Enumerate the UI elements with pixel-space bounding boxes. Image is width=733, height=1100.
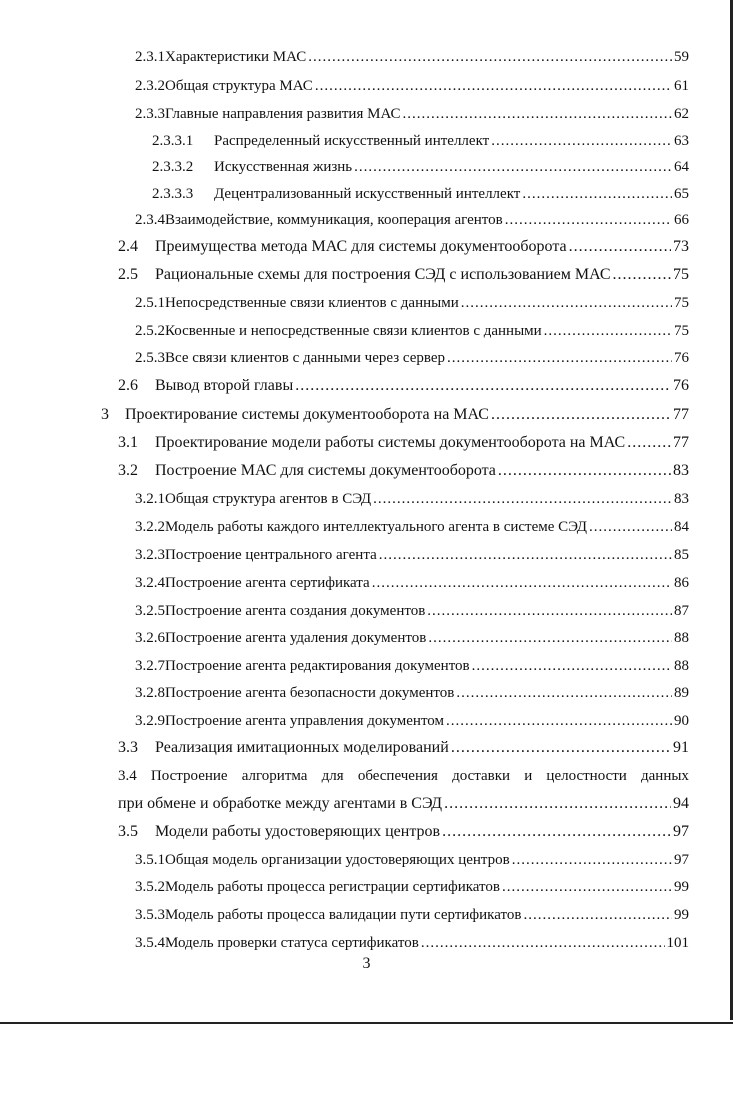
toc-leader-dots	[372, 573, 672, 593]
toc-entry	[135, 210, 689, 230]
toc-entry	[118, 461, 689, 481]
toc-entry-number: 2.3.3.3	[152, 186, 194, 202]
toc-entry	[135, 933, 689, 953]
toc-entry-word: доставки	[452, 768, 511, 784]
toc-entry-word: данных	[641, 768, 689, 784]
toc-entry-number: 3.3	[118, 739, 138, 756]
toc-leader-dots	[428, 628, 672, 648]
toc-entry-number: 3.4	[118, 768, 137, 784]
toc-entry-page: 91	[673, 739, 689, 756]
toc-leader-dots	[456, 683, 672, 703]
toc-entry-page: 99	[674, 907, 689, 923]
toc-leader-dots	[451, 738, 671, 758]
toc-entry-page: 97	[673, 823, 689, 840]
toc-entry-number: 2.3.3.2	[152, 159, 194, 175]
toc-leader-dots	[444, 794, 671, 814]
toc-leader-dots	[491, 131, 672, 151]
toc-entry	[135, 293, 689, 313]
toc-entry	[135, 683, 689, 703]
toc-entry-title: Модели работы удостоверяющих центров	[155, 823, 441, 840]
toc-entry	[135, 573, 689, 593]
toc-entry-title: Общая структура МАС	[165, 78, 313, 94]
toc-leader-dots	[544, 321, 672, 341]
toc-entry-number: 3.2.5	[135, 603, 165, 619]
toc-entry-page: 77	[673, 406, 689, 423]
toc-entry-title: Общая структура агентов в СЭД	[165, 491, 372, 507]
toc-entry-page: 62	[674, 106, 689, 122]
toc-entry-page: 87	[674, 603, 689, 619]
toc-entry-number: 2.4	[118, 238, 138, 255]
toc-entry	[135, 76, 689, 96]
toc-entry-number: 3.5.1	[135, 852, 165, 868]
toc-entry-word: и	[524, 768, 533, 784]
toc-entry-number: 2.3.3	[135, 106, 165, 122]
toc-leader-dots	[315, 76, 672, 96]
toc-entry	[135, 348, 689, 368]
toc-leader-dots	[379, 545, 672, 565]
toc-entry	[101, 405, 689, 425]
toc-entry	[152, 184, 689, 204]
toc-entry-page: 85	[674, 547, 689, 563]
toc-leader-dots	[502, 877, 672, 897]
toc-entry-page: 75	[674, 323, 689, 339]
toc-entry-title: Косвенные и непосредственные связи клиентов с данными	[165, 323, 542, 339]
toc-entry-number: 3.5.4	[135, 935, 165, 951]
toc-entry	[135, 877, 689, 897]
toc-entry-title: Главные направления развития МАС	[165, 106, 401, 122]
toc-entry-page: 86	[674, 575, 689, 591]
toc-entry-title: Непосредственные связи клиентов с данными	[165, 295, 459, 311]
toc-entry-page: 61	[674, 78, 689, 94]
toc-entry-number: 2.3.3.1	[152, 133, 194, 149]
toc-leader-dots	[613, 265, 672, 285]
toc-entry-page: 90	[674, 713, 689, 729]
toc-entry-word: обеспечения	[357, 768, 438, 784]
toc-leader-dots	[627, 433, 671, 453]
toc-entry-title: Модель работы процесса регистрации сертификатов	[165, 879, 500, 895]
toc-leader-dots	[427, 601, 672, 621]
toc-leader-dots	[569, 237, 671, 257]
toc-entry-page: 97	[674, 852, 689, 868]
toc-leader-dots	[447, 348, 672, 368]
toc-entry-number: 3.2	[118, 462, 138, 479]
toc-entry-number: 2.3.1	[135, 49, 165, 65]
toc-entry-number: 2.6	[118, 377, 138, 394]
toc-leader-dots	[308, 47, 672, 67]
toc-entry-title: Модель работы каждого интеллектуального агента в системе СЭД	[165, 519, 588, 535]
toc-entry-title: Характеристики МАС	[165, 49, 307, 65]
toc-entry	[135, 104, 689, 124]
toc-entry-number: 3.2.3	[135, 547, 165, 563]
toc-entry-title: Модель проверки статуса сертификатов	[165, 935, 419, 951]
toc-entry-page: 75	[673, 266, 689, 283]
toc-entry-number: 2.5	[118, 266, 138, 283]
toc-entry-page: 94	[673, 795, 689, 812]
toc-entry-page: 99	[674, 879, 689, 895]
toc-entry-title: Построение агента удаления документов	[165, 630, 427, 646]
toc-leader-dots	[491, 405, 671, 425]
toc-entry-number: 3.2.9	[135, 713, 165, 729]
toc-entry-page: 76	[673, 377, 689, 394]
toc-entry-title: Взаимодействие, коммуникация, кооперация агентов	[165, 212, 503, 228]
toc-entry-title: Распределенный искусственный интеллект	[214, 133, 490, 149]
toc-entry	[135, 489, 689, 509]
toc-entry-number: 2.5.2	[135, 323, 165, 339]
toc-entry-word: для	[321, 768, 344, 784]
toc-entry-page: 65	[674, 186, 689, 202]
toc-leader-dots	[446, 711, 672, 731]
toc-entry-word: алгоритма	[241, 768, 308, 784]
toc-entry-title: Проектирование системы документооборота на МАС	[125, 406, 489, 423]
toc-entry	[135, 321, 689, 341]
toc-entry-page: 66	[674, 212, 689, 228]
toc-leader-dots	[522, 184, 672, 204]
toc-entry	[135, 517, 689, 537]
toc-entry-title: Модель работы процесса валидации пути сертификатов	[165, 907, 522, 923]
toc-entry-3-4-line-2	[118, 794, 689, 814]
toc-entry-number: 3.1	[118, 434, 138, 451]
toc-entry-title: Реализация имитационных моделирований	[155, 739, 449, 756]
toc-entry	[135, 628, 689, 648]
toc-entry-title: Вывод второй главы	[155, 377, 294, 394]
toc-entry-title: Построение центрального агента	[165, 547, 377, 563]
toc-entry-title: при обмене и обработке между агентами в СЭД	[118, 795, 443, 812]
toc-entry	[135, 656, 689, 676]
toc-entry-title: Построение агента управления документом	[165, 713, 445, 729]
toc-entry-title: Построение МАС для системы документооборота	[155, 462, 496, 479]
page-number: 3	[362, 955, 371, 972]
toc-entry	[118, 265, 689, 285]
toc-entry-page: 59	[674, 49, 689, 65]
toc-leader-dots	[354, 157, 672, 177]
toc-entry-word: целостности	[546, 768, 627, 784]
toc-entry-page: 75	[674, 295, 689, 311]
toc-entry	[135, 905, 689, 925]
toc-leader-dots	[523, 905, 672, 925]
toc-entry	[118, 738, 689, 758]
toc-entry-title: Преимущества метода МАС для системы документооборота	[155, 238, 567, 255]
toc-entry-title: Общая модель организации удостоверяющих центров	[165, 852, 510, 868]
toc-entry-page: 76	[674, 350, 689, 366]
toc-entry-page: 101	[666, 935, 689, 951]
toc-entry-number: 3.2.6	[135, 630, 165, 646]
toc-entry-page: 63	[674, 133, 689, 149]
toc-entry	[118, 433, 689, 453]
toc-leader-dots	[461, 293, 672, 313]
toc-entry-number: 2.3.2	[135, 78, 165, 94]
toc-entry-title: Искусственная жизнь	[214, 159, 353, 175]
toc-entry	[152, 131, 689, 151]
toc-leader-dots	[589, 517, 672, 537]
toc-entry-page: 88	[674, 658, 689, 674]
toc-leader-dots	[498, 461, 671, 481]
toc-entry-title: Построение агента редактирования документов	[165, 658, 470, 674]
toc-entry-page: 77	[673, 434, 689, 451]
toc-entry	[152, 157, 689, 177]
toc-entry-title: Все связи клиентов с данными через сервер	[165, 350, 446, 366]
toc-entry-number: 3.2.1	[135, 491, 165, 507]
toc-leader-dots	[505, 210, 672, 230]
toc-entry-page: 84	[674, 519, 689, 535]
toc-entry-number: 3.2.7	[135, 658, 165, 674]
toc-leader-dots	[512, 850, 672, 870]
toc-entry-title: Проектирование модели работы системы документооборота на МАС	[155, 434, 626, 451]
toc-entry	[135, 601, 689, 621]
toc-entry	[135, 711, 689, 731]
toc-entry-page: 64	[674, 159, 689, 175]
toc-entry-number: 2.3.4	[135, 212, 165, 228]
toc-entry-number: 3.5	[118, 823, 138, 840]
toc-entry-number: 2.5.1	[135, 295, 165, 311]
toc-entry-title: Рациональные схемы для построения СЭД с использованием МАС	[155, 266, 611, 283]
toc-entry-title: Построение агента создания документов	[165, 603, 426, 619]
toc-entry-number: 3.5.2	[135, 879, 165, 895]
toc-leader-dots	[373, 489, 672, 509]
toc-entry-word: Построение	[150, 768, 228, 784]
toc-entry	[118, 376, 689, 396]
toc-entry-number: 3	[101, 406, 109, 423]
toc-entry	[118, 237, 689, 257]
toc-entry-page: 88	[674, 630, 689, 646]
toc-leader-dots	[472, 656, 672, 676]
toc-entry-page: 83	[674, 491, 689, 507]
toc-entry-number: 2.5.3	[135, 350, 165, 366]
toc-entry-title: Построение агента безопасности документов	[165, 685, 455, 701]
toc-leader-dots	[442, 822, 671, 842]
toc-entry-number: 3.2.8	[135, 685, 165, 701]
toc-entry-page: 73	[673, 238, 689, 255]
toc-entry-3-4-line-1	[118, 766, 689, 786]
toc-entry	[135, 545, 689, 565]
toc-entry-title: Децентрализованный искусственный интеллект	[214, 186, 521, 202]
toc-entry-page: 89	[674, 685, 689, 701]
toc-leader-dots	[295, 376, 671, 396]
toc-entry-number: 3.5.3	[135, 907, 165, 923]
toc-entry-number: 3.2.2	[135, 519, 165, 535]
toc-entry-title: Построение агента сертификата	[165, 575, 370, 591]
toc-entry	[118, 822, 689, 842]
toc-entry	[135, 47, 689, 67]
toc-entry	[135, 850, 689, 870]
toc-entry-number: 3.2.4	[135, 575, 165, 591]
page-bottom-edge	[0, 1022, 733, 1024]
toc-leader-dots	[403, 104, 672, 124]
toc-leader-dots	[421, 933, 665, 953]
toc-entry-page: 83	[673, 462, 689, 479]
